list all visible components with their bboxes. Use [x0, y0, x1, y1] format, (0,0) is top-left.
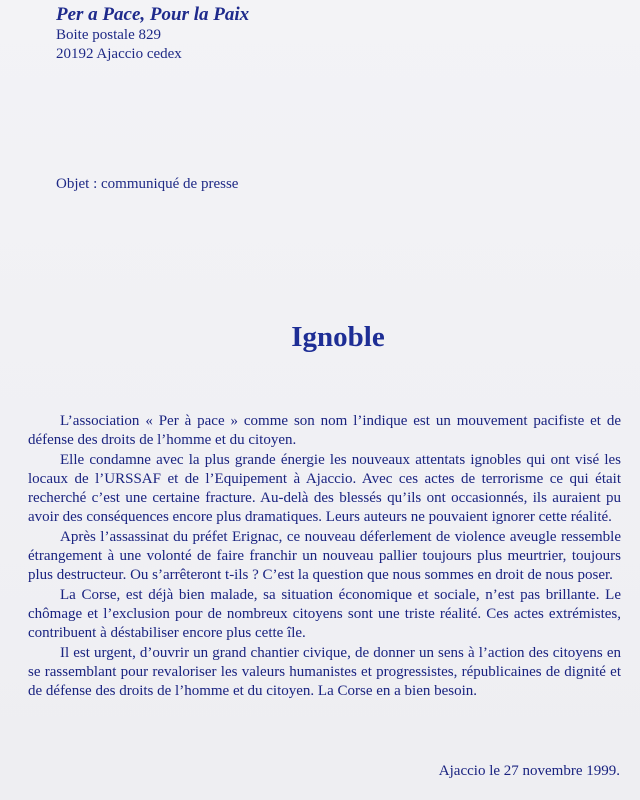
paragraph-2: Elle condamne avec la plus grande énergie les nouveaux attentats ignobles qui ont visé les locaux de l’URSSAF et de l’Equipement à Ajaccio. Avec ces actes de terrorisme ce qui était recherché c’est une certaine fracture. Au-delà des blessés qu’ils ont occasionnés, ils auraient pu avoir des conséquences encore plus dramatiques. Leurs auteurs ne pouvaient ignorer cette réalité. [28, 451, 621, 526]
address-line-1: Boite postale 829 [56, 27, 161, 43]
paragraph-3: Après l’assassinat du préfet Erignac, ce nouveau déferlement de violence aveugle ressemble étrangement à une volonté de faire franchir un nouveau pallier toujours plus meurtrier, toujours plus destructeur. Ou s’arrêteront t-ils ? C’est la question que nous sommes en droit de nous poser. [28, 528, 621, 584]
subject-line: Objet : communiqué de presse [56, 176, 239, 192]
date-signature: Ajaccio le 27 novembre 1999. [438, 763, 620, 779]
address-line-2: 20192 Ajaccio cedex [56, 46, 182, 62]
paragraph-5: Il est urgent, d’ouvrir un grand chantier civique, de donner un sens à l’action des citoyens en se rassemblant pour revaloriser les valeurs humanistes et progressistes, républicaines de dignité et de défense des droits de l’homme et du citoyen. La Corse en a bien besoin. [28, 644, 621, 700]
document-title: Ignoble [291, 321, 385, 353]
organization-name: Per a Pace, Pour la Paix [56, 4, 250, 25]
paragraph-1: L’association « Per à pace » comme son nom l’indique est un mouvement pacifiste et de défense des droits de l’homme et du citoyen. [28, 413, 621, 449]
paragraph-4: La Corse, est déjà bien malade, sa situation économique et sociale, n’est pas brillante. Le chômage et l’exclusion pour de nombreux citoyens sont une triste réalité. Ces actes extrémistes, contribuent à déstabiliser encore plus cette île. [28, 586, 621, 642]
letter-body [28, 412, 621, 701]
